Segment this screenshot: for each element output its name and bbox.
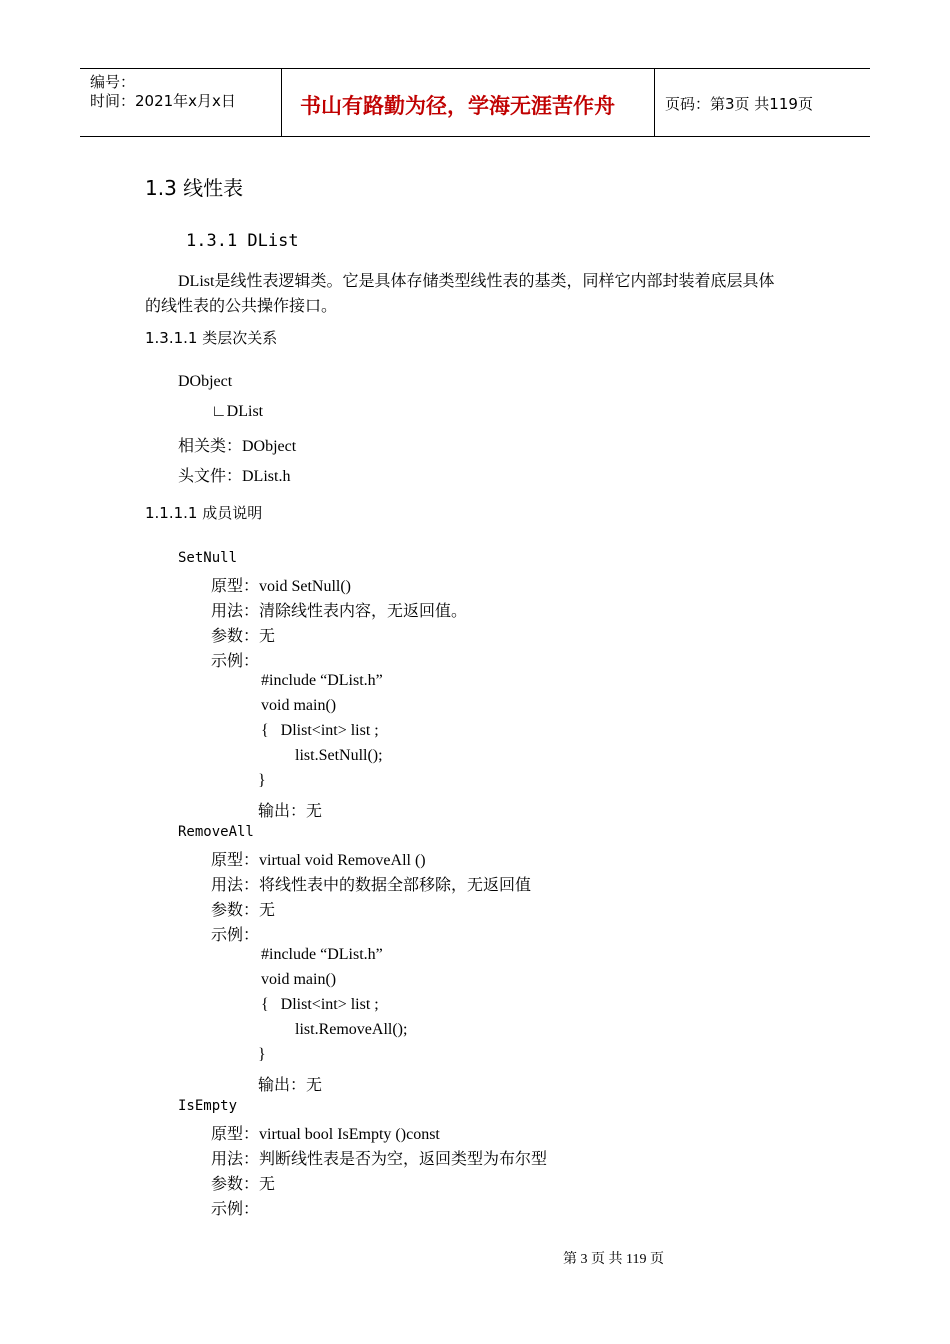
page-footer: 第 3 页 共 119 页 <box>563 1252 664 1267</box>
header-time-label: 时间：2021年x月x日 <box>90 92 236 110</box>
member-name: IsEmpty <box>178 1098 238 1114</box>
code-close: } <box>258 772 266 789</box>
member-name: SetNull <box>178 550 238 566</box>
header-top-border <box>80 68 870 69</box>
section-title: 1.3 线性表 <box>145 176 244 200</box>
code-decl: { Dlist<int> list ; <box>261 722 379 739</box>
member-usage: 用法：将线性表中的数据全部移除，无返回值 <box>211 877 532 894</box>
hierarchy-child: ∟DList <box>211 403 264 420</box>
intro-paragraph-line1: DList是线性表逻辑类。它是具体存储类型线性表的基类，同样它内部封装着底层具体 <box>178 273 775 290</box>
member-params: 参数：无 <box>211 902 276 919</box>
member-params: 参数：无 <box>211 628 276 645</box>
code-main: void main() <box>261 697 337 714</box>
header-file: 头文件：DList.h <box>178 468 291 485</box>
member-usage: 用法：清除线性表内容，无返回值。 <box>211 603 468 620</box>
member-example-label: 示例： <box>211 1201 260 1218</box>
member-output: 输出：无 <box>258 803 323 820</box>
subsection-title: 1.3.1 DList <box>186 231 299 251</box>
member-name: RemoveAll <box>178 824 254 840</box>
code-close: } <box>258 1046 266 1063</box>
header-divider-left <box>281 68 282 136</box>
related-class: 相关类：DObject <box>178 438 297 455</box>
member-example-label: 示例： <box>211 927 260 944</box>
hierarchy-root: DObject <box>178 373 233 390</box>
code-main: void main() <box>261 971 337 988</box>
code-call: list.SetNull(); <box>295 747 383 764</box>
member-prototype: 原型：void SetNull() <box>211 578 351 595</box>
header-slogan: 书山有路勤为径，学海无涯苦作舟 <box>300 94 615 118</box>
header-page-code: 页码：第3页 共119页 <box>665 95 813 113</box>
member-params: 参数：无 <box>211 1176 276 1193</box>
intro-paragraph-line2: 的线性表的公共操作接口。 <box>145 298 338 315</box>
members-heading: 1.1.1.1 成员说明 <box>145 504 263 522</box>
header-divider-right <box>654 68 655 136</box>
member-example-label: 示例： <box>211 653 260 670</box>
code-call: list.RemoveAll(); <box>295 1021 408 1038</box>
header-number-label: 编号： <box>90 73 136 91</box>
code-include: #include “DList.h” <box>261 672 383 689</box>
member-output: 输出：无 <box>258 1077 323 1094</box>
member-usage: 用法：判断线性表是否为空，返回类型为布尔型 <box>211 1151 548 1168</box>
member-prototype: 原型：virtual void RemoveAll () <box>211 852 426 869</box>
hierarchy-heading: 1.3.1.1 类层次关系 <box>145 329 278 347</box>
header-bottom-border <box>80 136 870 137</box>
code-decl: { Dlist<int> list ; <box>261 996 379 1013</box>
member-prototype: 原型：virtual bool IsEmpty ()const <box>211 1126 440 1143</box>
code-include: #include “DList.h” <box>261 946 383 963</box>
